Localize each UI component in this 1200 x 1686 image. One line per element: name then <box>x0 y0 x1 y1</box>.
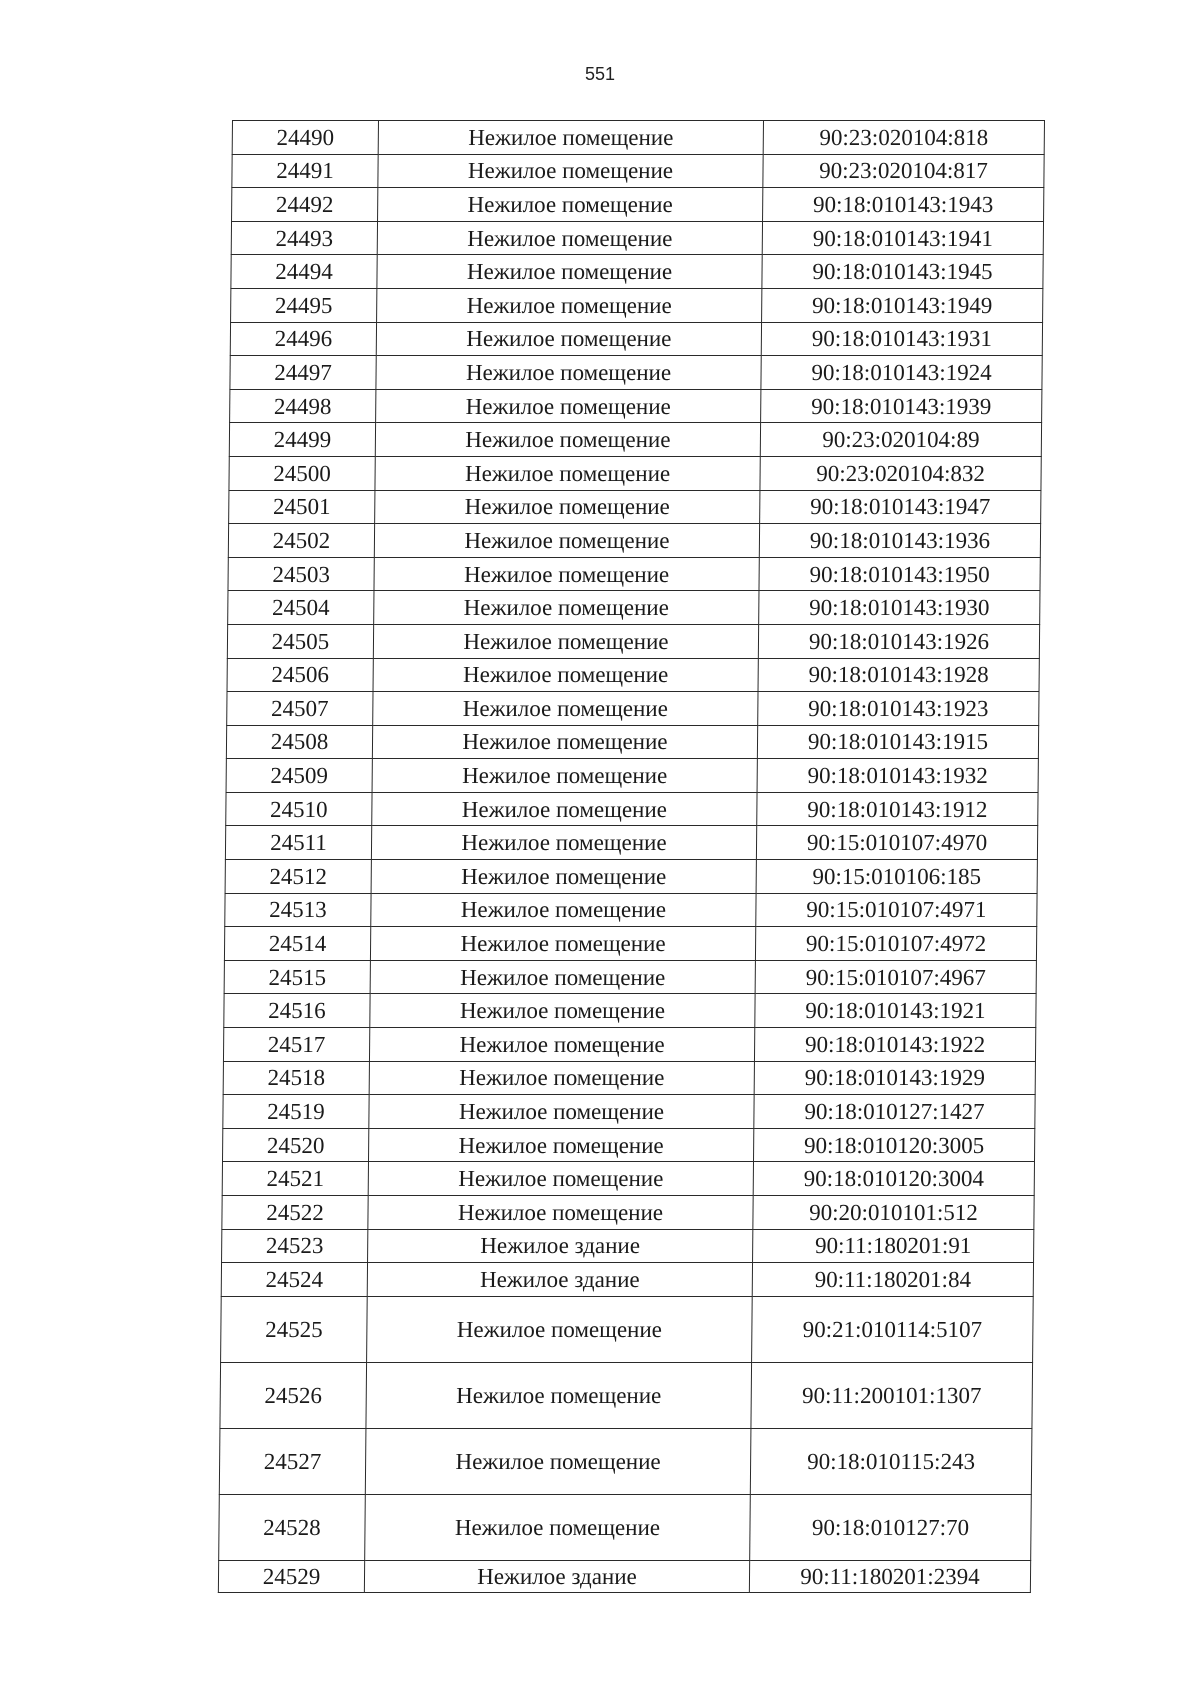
table-row <box>225 860 1037 894</box>
object-type-cell: Нежилое помещение <box>368 1196 753 1230</box>
table-row <box>220 1362 1033 1428</box>
table-row <box>224 927 1036 961</box>
object-type-cell: Нежилое здание <box>367 1263 752 1297</box>
row-number-cell: 24523 <box>222 1229 368 1263</box>
object-type-cell: Нежилое помещение <box>373 624 758 658</box>
row-number-cell: 24529 <box>218 1560 364 1592</box>
cadastral-number-cell: 90:18:010127:70 <box>750 1494 1032 1560</box>
table-row <box>223 1028 1035 1062</box>
cadastral-number-cell: 90:18:010115:243 <box>750 1428 1032 1494</box>
cadastral-number-cell: 90:23:020104:89 <box>760 423 1041 457</box>
cadastral-number-cell: 90:21:010114:5107 <box>752 1296 1034 1362</box>
cadastral-number-cell: 90:18:010143:1947 <box>760 490 1041 524</box>
table-row <box>227 692 1039 726</box>
row-number-cell: 24528 <box>219 1494 366 1560</box>
object-type-cell: Нежилое помещение <box>374 591 759 625</box>
table-row <box>232 121 1044 155</box>
row-number-cell: 24511 <box>225 826 371 860</box>
object-type-cell: Нежилое здание <box>364 1560 749 1592</box>
row-number-cell: 24524 <box>221 1263 367 1297</box>
cadastral-number-cell: 90:18:010143:1928 <box>758 658 1039 692</box>
row-number-cell: 24518 <box>223 1061 369 1095</box>
row-number-cell: 24500 <box>229 456 375 490</box>
row-number-cell: 24526 <box>220 1362 367 1428</box>
row-number-cell: 24503 <box>228 557 374 591</box>
registry-table <box>218 120 1045 1593</box>
row-number-cell: 24513 <box>225 893 371 927</box>
table-row <box>225 893 1037 927</box>
object-type-cell: Нежилое помещение <box>372 759 757 793</box>
cadastral-number-cell: 90:20:010101:512 <box>753 1196 1034 1230</box>
table-row <box>232 188 1044 222</box>
object-type-cell: Нежилое помещение <box>368 1128 753 1162</box>
table-row <box>218 1560 1030 1592</box>
table-row <box>227 624 1039 658</box>
row-number-cell: 24512 <box>225 860 371 894</box>
object-type-cell: Нежилое помещение <box>372 792 757 826</box>
row-number-cell: 24506 <box>227 658 373 692</box>
cadastral-number-cell: 90:15:010107:4972 <box>755 927 1036 961</box>
cadastral-number-cell: 90:18:010143:1936 <box>759 524 1040 558</box>
page-number: 551 <box>584 64 616 84</box>
table-row <box>222 1162 1034 1196</box>
object-type-cell: Нежилое помещение <box>369 1028 754 1062</box>
row-number-cell: 24501 <box>229 490 375 524</box>
cadastral-number-cell: 90:18:010143:1945 <box>762 255 1043 289</box>
object-type-cell: Нежилое помещение <box>371 860 756 894</box>
table-row <box>226 725 1038 759</box>
row-number-cell: 24509 <box>226 759 372 793</box>
table-row <box>231 288 1043 322</box>
cadastral-number-cell: 90:18:010143:1931 <box>761 322 1042 356</box>
row-number-cell: 24522 <box>222 1196 368 1230</box>
object-type-cell: Нежилое помещение <box>375 490 760 524</box>
object-type-cell: Нежилое помещение <box>371 826 756 860</box>
object-type-cell: Нежилое помещение <box>373 658 758 692</box>
table-row <box>225 826 1037 860</box>
table-row <box>228 591 1040 625</box>
table-row <box>223 1061 1035 1095</box>
cadastral-number-cell: 90:18:010143:1924 <box>761 356 1042 390</box>
cadastral-number-cell: 90:11:180201:84 <box>752 1263 1033 1297</box>
object-type-cell: Нежилое помещение <box>377 221 762 255</box>
object-type-cell: Нежилое помещение <box>371 893 756 927</box>
row-number-cell: 24497 <box>230 356 376 390</box>
cadastral-number-cell: 90:18:010143:1922 <box>754 1028 1035 1062</box>
cadastral-number-cell: 90:23:020104:817 <box>763 154 1044 188</box>
cadastral-number-cell: 90:18:010143:1943 <box>763 188 1044 222</box>
cadastral-number-cell: 90:18:010143:1912 <box>757 792 1038 826</box>
row-number-cell: 24492 <box>232 188 378 222</box>
cadastral-number-cell: 90:11:180201:2394 <box>749 1560 1030 1592</box>
table-row <box>219 1428 1032 1494</box>
row-number-cell: 24514 <box>224 927 370 961</box>
row-number-cell: 24525 <box>221 1296 368 1362</box>
table-row <box>222 1229 1034 1263</box>
row-number-cell: 24499 <box>229 423 375 457</box>
table-row <box>229 490 1041 524</box>
cadastral-number-cell: 90:18:010143:1923 <box>758 692 1039 726</box>
object-type-cell: Нежилое помещение <box>374 557 759 591</box>
object-type-cell: Нежилое помещение <box>376 322 761 356</box>
object-type-cell: Нежилое помещение <box>370 927 755 961</box>
row-number-cell: 24520 <box>222 1128 368 1162</box>
table-row <box>223 1095 1035 1129</box>
row-number-cell: 24517 <box>223 1028 369 1062</box>
table-row <box>222 1128 1034 1162</box>
row-number-cell: 24491 <box>232 154 378 188</box>
row-number-cell: 24510 <box>226 792 372 826</box>
table-row <box>221 1296 1034 1362</box>
table-row <box>219 1494 1032 1560</box>
cadastral-number-cell: 90:18:010127:1427 <box>754 1095 1035 1129</box>
object-type-cell: Нежилое помещение <box>370 994 755 1028</box>
row-number-cell: 24521 <box>222 1162 368 1196</box>
row-number-cell: 24508 <box>226 725 372 759</box>
cadastral-number-cell: 90:11:180201:91 <box>753 1229 1034 1263</box>
cadastral-number-cell: 90:15:010107:4971 <box>756 893 1037 927</box>
table-row <box>226 759 1038 793</box>
row-number-cell: 24495 <box>231 288 377 322</box>
object-type-cell: Нежилое помещение <box>376 389 761 423</box>
registry-table-body <box>218 121 1044 1593</box>
row-number-cell: 24505 <box>227 624 373 658</box>
cadastral-number-cell: 90:18:010120:3004 <box>753 1162 1034 1196</box>
cadastral-number-cell: 90:15:010106:185 <box>756 860 1037 894</box>
object-type-cell: Нежилое помещение <box>369 1061 754 1095</box>
row-number-cell: 24490 <box>232 121 378 155</box>
table-row <box>232 154 1044 188</box>
table-row <box>228 524 1040 558</box>
cadastral-number-cell: 90:18:010143:1926 <box>758 624 1039 658</box>
cadastral-number-cell: 90:18:010143:1939 <box>761 389 1042 423</box>
object-type-cell: Нежилое помещение <box>377 288 762 322</box>
cadastral-number-cell: 90:11:200101:1307 <box>751 1362 1033 1428</box>
cadastral-number-cell: 90:18:010143:1915 <box>757 725 1038 759</box>
object-type-cell: Нежилое помещение <box>370 960 755 994</box>
object-type-cell: Нежилое здание <box>368 1229 753 1263</box>
cadastral-number-cell: 90:18:010143:1941 <box>762 221 1043 255</box>
object-type-cell: Нежилое помещение <box>369 1095 754 1129</box>
object-type-cell: Нежилое помещение <box>373 692 758 726</box>
row-number-cell: 24496 <box>230 322 376 356</box>
cadastral-number-cell: 90:15:010107:4970 <box>756 826 1037 860</box>
object-type-cell: Нежилое помещение <box>368 1162 753 1196</box>
cadastral-number-cell: 90:18:010143:1932 <box>757 759 1038 793</box>
row-number-cell: 24516 <box>224 994 370 1028</box>
row-number-cell: 24498 <box>230 389 376 423</box>
table-row <box>224 994 1036 1028</box>
object-type-cell: Нежилое помещение <box>378 154 763 188</box>
table-row <box>230 389 1042 423</box>
table-row <box>231 221 1043 255</box>
row-number-cell: 24515 <box>224 960 370 994</box>
table-row <box>229 423 1041 457</box>
cadastral-number-cell: 90:18:010120:3005 <box>753 1128 1034 1162</box>
table-row <box>230 356 1042 390</box>
row-number-cell: 24519 <box>223 1095 369 1129</box>
object-type-cell: Нежилое помещение <box>376 356 761 390</box>
registry-sheet <box>218 120 1044 1589</box>
row-number-cell: 24504 <box>228 591 374 625</box>
object-type-cell: Нежилое помещение <box>366 1362 752 1428</box>
cadastral-number-cell: 90:18:010143:1950 <box>759 557 1040 591</box>
object-type-cell: Нежилое помещение <box>365 1428 751 1494</box>
table-row <box>230 322 1042 356</box>
table-row <box>221 1263 1033 1297</box>
row-number-cell: 24493 <box>231 221 377 255</box>
object-type-cell: Нежилое помещение <box>367 1296 753 1362</box>
table-row <box>231 255 1043 289</box>
cadastral-number-cell: 90:18:010143:1929 <box>754 1061 1035 1095</box>
row-number-cell: 24527 <box>219 1428 366 1494</box>
object-type-cell: Нежилое помещение <box>375 456 760 490</box>
object-type-cell: Нежилое помещение <box>372 725 757 759</box>
object-type-cell: Нежилое помещение <box>377 255 762 289</box>
cadastral-number-cell: 90:23:020104:818 <box>763 121 1044 155</box>
row-number-cell: 24502 <box>228 524 374 558</box>
row-number-cell: 24494 <box>231 255 377 289</box>
table-row <box>222 1196 1034 1230</box>
object-type-cell: Нежилое помещение <box>375 423 760 457</box>
object-type-cell: Нежилое помещение <box>365 1494 751 1560</box>
table-row <box>227 658 1039 692</box>
table-row <box>228 557 1040 591</box>
row-number-cell: 24507 <box>227 692 373 726</box>
object-type-cell: Нежилое помещение <box>374 524 759 558</box>
table-row <box>224 960 1036 994</box>
object-type-cell: Нежилое помещение <box>378 188 763 222</box>
table-row <box>226 792 1038 826</box>
object-type-cell: Нежилое помещение <box>378 121 763 155</box>
cadastral-number-cell: 90:15:010107:4967 <box>755 960 1036 994</box>
cadastral-number-cell: 90:18:010143:1930 <box>759 591 1040 625</box>
table-row <box>229 456 1041 490</box>
cadastral-number-cell: 90:18:010143:1921 <box>755 994 1036 1028</box>
cadastral-number-cell: 90:23:020104:832 <box>760 456 1041 490</box>
cadastral-number-cell: 90:18:010143:1949 <box>762 288 1043 322</box>
